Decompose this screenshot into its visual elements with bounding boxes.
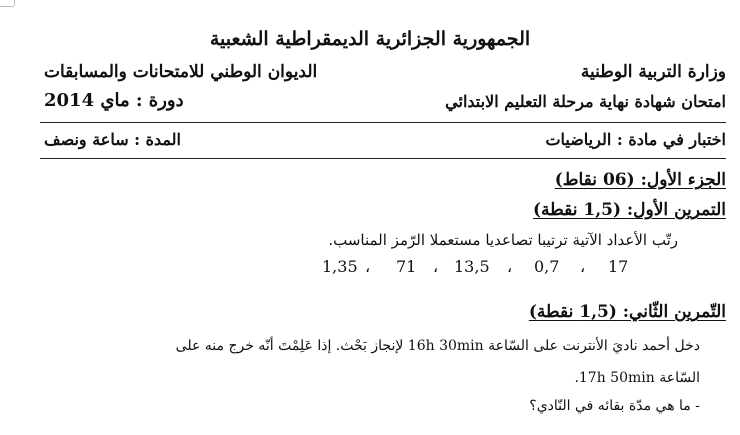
exercise2-line1: دخل أحمد ناديَ الأنترنت على السّاعة 16h 30min لإنجاز بَحْث. إذا عَلِمْتَ أنّه خرج منه على (175, 338, 700, 354)
number-0-7: 0,7 (534, 257, 560, 276)
number-71: 71 (396, 257, 417, 276)
number-13-5: 13,5 (454, 257, 490, 276)
exercise1-title: التمرين الأول: (1,5 نقطة) (533, 200, 726, 220)
republic-heading: الجمهورية الجزائرية الديمقراطية الشعبية (209, 28, 531, 50)
duration-label: المدة : ساعة ونصف (44, 130, 181, 149)
exercise2-line2: السّاعة 17h 50min. (574, 370, 700, 386)
window-corner-tab (0, 0, 15, 7)
subject-divider (40, 158, 726, 159)
separator: ، (507, 257, 513, 276)
office-label: الديوان الوطني للامتحانات والمسابقات (44, 62, 318, 82)
exam-title: امتحان شهادة نهاية مرحلة التعليم الابتدائي (445, 92, 726, 111)
number-17: 17 (608, 257, 629, 276)
separator: ، (433, 257, 439, 276)
session-label: دورة : ماي 2014 (44, 90, 184, 111)
exercise2-question: - ما هي مدّة بقائه في النّادي؟ (529, 398, 700, 414)
exercise1-instruction: رتّب الأعداد الآتية ترتيبا تصاعديا مستعملا الرّمز المناسب. (328, 231, 678, 249)
number-1-35: 1,35 (322, 257, 358, 276)
separator: ، (365, 257, 371, 276)
separator: ، (580, 257, 586, 276)
part1-title: الجزء الأول: (06 نقاط) (554, 170, 726, 190)
ministry-label: وزارة التربية الوطنية (580, 62, 726, 82)
header-divider (40, 122, 726, 123)
subject-label: اختبار في مادة : الرياضيات (545, 130, 726, 149)
exercise2-title: التّمرين الثّاني: (1,5 نقطة) (528, 302, 726, 322)
